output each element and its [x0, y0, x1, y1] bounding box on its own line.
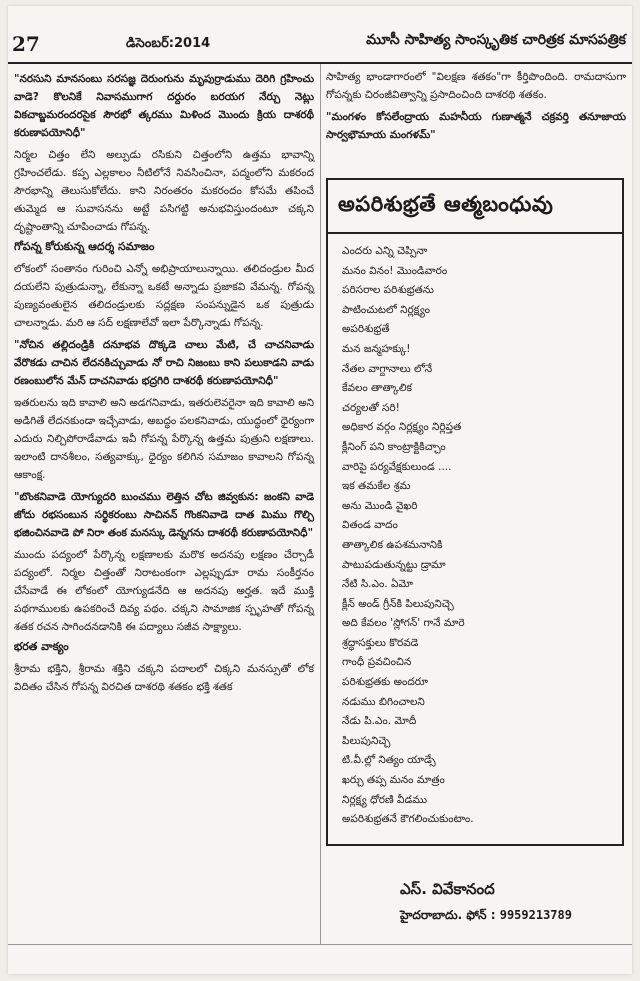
poem-line: పిలుపునిచ్చె — [342, 734, 391, 747]
poem-line: అను మొండి వైఖరి — [342, 499, 418, 512]
poem-line: ఎందరు ఎన్ని చెప్పినా — [342, 245, 428, 257]
paragraph-3: ఇతరులను ఇది కావాలి అని అడగనివాడు, ఇతరులెవరైనా ఇది కావాలి అని అడిగితే లేదనకుండా ఇచ్చేవాడు, అబద్ధం పలకనివాడు, యుద్ధంలో ధైర్యంగా ఎదురు నిల్చిపోరాడేవాడు ఇవీ గోపన్న పేర్కొన్న ఉత్తమ పుత్రుని లక్షణాలు. ఇలాంటి దానశీలం, సత్యవాక్కు, ధైర్యం కలిగిన సమాజం కావాలని గోపన్న ఆకాంక్ష. — [14, 397, 314, 481]
poem-line: కేవలం తాత్కాలిక — [342, 382, 413, 395]
poem-author: ఎస్. వివేకానంద — [400, 880, 495, 898]
issue-date: డిసెంబర్:2014 — [126, 36, 211, 51]
poem-line: నిర్లక్ష్య ధోరణి వీడము — [342, 793, 427, 806]
mangalam-verse: "మంగళం కోసలేంద్రాయ మహనీయ గుణాత్మనే చక్రవర్తి తనూజాయ సార్వభౌమాయ మంగళమ్" — [326, 111, 626, 141]
paragraph-2: లోకంలో సంతానం గురించి ఎన్నో అభిప్రాయాలున్నాయి. తలిదండ్రుల మీద దయలేని పుత్రుడున్నా, లేకున్నా ఒకటే అన్నాడు ప్రజాకవి వేమన్న. గోపన్న పుణ్యవంతులైన తలిదండ్రులకు సద్లక్షణ సంపన్నుడైన ఒక పుత్రుడు చాలన్నాడు. మరి ఆ సద్ లక్షణాలేవో ఇలా పేర్కొన్నాడు గోపన్న. — [14, 263, 314, 329]
poem-line: వితండ వాదం — [342, 519, 398, 532]
magazine-title: మూసీ సాహిత్య సాంస్కృతిక చారిత్రక మాసపత్రిక — [366, 32, 626, 48]
poem-line: మనం వినం! మొండివారం — [342, 264, 448, 277]
poem-line: పరిసరాల పరిశుభ్రతను — [342, 284, 434, 297]
poem-line: చర్యలతో సరి! — [342, 401, 400, 414]
poem-title: అపరిశుభ్రతే ఆత్మబంధువు — [328, 180, 622, 234]
address-label: హైదరాబాదు. ఫోన్ : — [400, 908, 496, 922]
section-heading-ideal-society: గోపన్న కోరుకున్న ఆదర్శ సమాజం — [14, 240, 155, 253]
verse-quote-1: "నరసుని మానసంబు సరసజ్ఞ దెరుంగును మృపుర్రాడుము దెరిగి గ్రహించు వాడె? కొలనికే నివాసముగాగ దర్దురం బరయగ నేర్చు నెట్లు వికచాబ్జమరందరసైక సౌరభో త్కరము మిళింద మొందు క్రియ దాశరథీ కరుణాపయోనిధీ" — [14, 73, 314, 139]
poem-line: పరిశుభ్రతకు అందరూ — [342, 676, 428, 689]
poem-lines — [328, 234, 622, 830]
poem-box — [326, 178, 624, 846]
right-paragraph-1: సాహిత్య భాండాగారంలో "విలక్షణ శతకం"గా కీర్తిపొందింది. రామదాసుగా గోపన్నకు చిరంజీవిత్వాన్ని ప్రసాదించింది దాశరథి శతకం. — [326, 71, 626, 101]
poem-line: నేటి సి.ఎం. ఏమో — [342, 578, 413, 591]
poem-line: అపరిశుభ్రతనే కౌగలించుకుంటాం. — [342, 813, 474, 826]
verse-quote-2: "నోచిన తల్లిదండ్రికి దనూభవ దొక్కడె చాలు మేటి, చే చాచనివాడు వేరొకడు చాచిన లేదనకిచ్చువాడు నో రాచి నిజంబు కాని పలుకాడని వాడు రణంబులోన మేన్ దాచనివాడు భద్రగిరి దాశరథీ కరుణాపయోనిధీ" — [14, 339, 314, 387]
poem-line: ఇక తమకేల శ్రమ — [342, 480, 411, 493]
poem-line: తాత్కాలిక ఉపశమనానికి — [342, 538, 443, 551]
poem-line: నేతల వాగ్దానాలు లోనే — [342, 362, 433, 375]
page-number: 27 — [12, 32, 40, 56]
poem-line: ఖర్చు తప్ప మనం మాత్రం — [342, 774, 445, 787]
left-column — [14, 70, 314, 700]
poem-line: అది కేవలం 'స్లోగన్' గానే మారె — [342, 617, 465, 630]
poem-line: వారిపై పర్యవేక్షకులుండ .... — [342, 460, 452, 473]
verse-quote-3: "బొంకనివాడె యోగ్యుదరి బుంచము లెత్తిన చోట జివ్వకున: జంకని వాడె జోదు రభసంబున సర్థికరంబు సాచినన్ గొంకనివాడె దాత మిము గొల్చి భజించినవాడె పో నిరా తంక మనస్కు డెన్నగను దాశరథీ కరుణాపయోనిధీ" — [14, 491, 314, 539]
bottom-rule — [8, 944, 632, 945]
poem-line: గాంధీ ప్రవచించిన — [342, 656, 412, 669]
paragraph-4: ముందు పద్యంలో పేర్కొన్న లక్షణాలకు మరొక అదనపు లక్షణం చేర్చాడీ పద్యంలో. నిర్మల చిత్తంతో నిరాటంకంగా ఎల్లప్పుడూ రామ సంకీర్తనం చేసేవాడే ఈ లోకంలో యోగ్యుడనేది ఆ అదనపు అర్హత. ఇదే ముక్తి పథగాములకు ఉపకరించే దివ్య పథం. చక్కని సామాజిక స్పృహతో గోపన్న శతక రచన సాగిందనడానికి ఈ పద్యాలు సజీవ సాక్ష్యాలు. — [14, 549, 314, 633]
phone-number: 9959213789 — [499, 908, 572, 922]
poem-line: శ్రద్ధాసక్తులు కొరవడె — [342, 636, 419, 649]
poem-line: పాటించుటలో నిర్లక్ష్యం — [342, 303, 430, 316]
poem-line: టి.వీ.ల్లో నిత్యం యాడ్సే — [342, 754, 436, 767]
column-divider — [320, 64, 321, 944]
poem-line: క్లీన్ అండ్ గ్రీన్‌కి పిలుపునిచ్చె — [342, 597, 454, 610]
author-address — [400, 908, 572, 925]
paragraph-5: శ్రీరామ భక్తిని, శ్రీరామ శక్తిని చక్కని పదాలలో చిక్కని మనస్సుతో లోక విదితం చేసిన గోపన్న విరచిత దాశరథి శతకం భక్తి శతక — [14, 663, 314, 693]
poem-line: నేడు పి.ఎం. మోదీ — [342, 715, 417, 728]
poem-line: పాటుపడుతున్నట్టు డ్రామా — [342, 558, 446, 571]
section-heading-conclusion: భరత వాక్యం — [14, 640, 69, 653]
poem-line: నడుము బిగించాలని — [342, 695, 425, 708]
paragraph-1: నిర్మల చిత్తం లేని అల్పుడు రసికుని చిత్తంలోని ఉత్తమ భావాన్ని గ్రహించలేడు. కప్ప ఎల్లకాలం నీటిలోనే నివసించినా, పద్మంలోని మకరంద సౌరభాన్ని తెలుసుకోలేదు. కాని నిరంతరం మకరందం కోసమే తపించే తుమ్మెద ఆ సువాసనను అట్టే పసిగట్టి అనుభవిస్తుందంటూ చక్కని దృష్టాంతాన్ని చూపించాడు గోపన్న. — [14, 149, 314, 233]
poem-line: అపరిశుభ్రతే — [342, 323, 390, 336]
page-header — [8, 26, 632, 64]
poem-line: మన జన్మహక్కు! — [342, 342, 411, 355]
poem-line: క్లీనింగ్ పని కాంట్రాక్టికిచ్చాం — [342, 440, 446, 453]
poem-line: అధికార వర్గం నిర్లక్ష్యం నిర్లిప్తత — [342, 421, 462, 434]
right-column — [326, 68, 626, 148]
